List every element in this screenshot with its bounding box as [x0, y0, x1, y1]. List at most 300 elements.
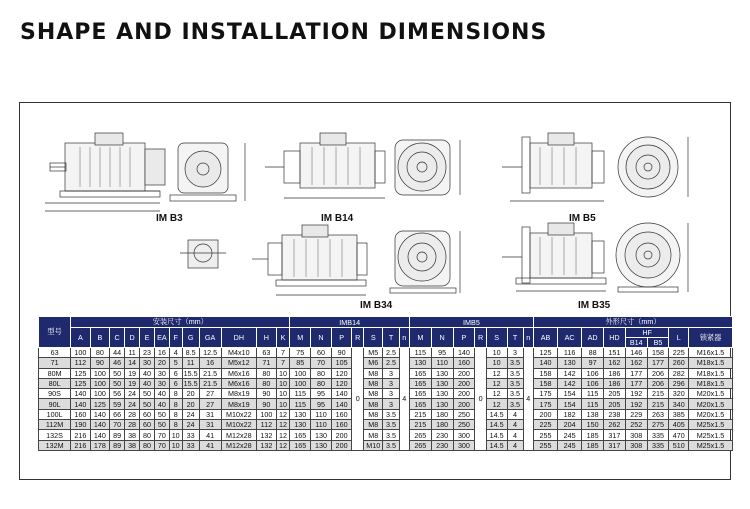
column-header: S — [363, 328, 383, 348]
table-cell: 3.5 — [383, 420, 399, 430]
table-cell: 215 — [647, 399, 669, 409]
column-header: M — [409, 328, 431, 348]
table-cell: 97 — [582, 358, 604, 368]
table-cell: M5x12 — [221, 358, 257, 368]
table-cell: 50 — [154, 420, 169, 430]
table-cell: 28 — [125, 420, 140, 430]
table-cell: 230 — [431, 440, 453, 450]
table-cell: 206 — [647, 378, 669, 388]
table-cell: 31 — [199, 420, 221, 430]
table-cell: 265 — [409, 430, 431, 440]
table-cell: 192 — [625, 389, 647, 399]
table-cell: 110 — [311, 420, 332, 430]
table-cell: 10 — [169, 440, 182, 450]
merged-cell: 0 — [475, 348, 486, 451]
table-cell: 106 — [582, 378, 604, 388]
table-cell: 245 — [558, 430, 582, 440]
table-cell: 140 — [90, 430, 110, 440]
table-cell: 340 — [669, 399, 689, 409]
table-cell: 165 — [409, 399, 431, 409]
table-cell: 230 — [431, 430, 453, 440]
table-cell: 282 — [669, 368, 689, 378]
table-cell: 14.5 — [486, 430, 507, 440]
table-cell: 50 — [140, 389, 155, 399]
table-cell: 14 — [125, 358, 140, 368]
table-cell: 33 — [182, 430, 199, 440]
table-cell: 3.5 — [383, 440, 399, 450]
table-cell: 300 — [453, 440, 475, 450]
column-header: AD — [582, 328, 604, 348]
table-cell: M4x10 — [221, 348, 257, 358]
table-cell: 250 — [453, 409, 475, 419]
table-cell: 70 — [110, 420, 125, 430]
table-cell: 80 — [311, 378, 332, 388]
column-header: HD — [604, 328, 626, 348]
table-cell: 186 — [604, 368, 626, 378]
table-cell: 385 — [669, 409, 689, 419]
table-cell: 300 — [453, 430, 475, 440]
table-cell: 470 — [669, 430, 689, 440]
table-cell: 12 — [276, 420, 290, 430]
table-cell: 30 — [154, 368, 169, 378]
table-cell: 320 — [669, 389, 689, 399]
table-cell: 12 — [276, 430, 290, 440]
table-cell: 60 — [140, 409, 155, 419]
table-cell: 75 — [290, 348, 311, 358]
table-cell: 31 — [199, 409, 221, 419]
column-header: M — [290, 328, 311, 348]
table-cell: 100 — [90, 389, 110, 399]
merged-cell: 0 — [352, 348, 363, 451]
table-cell: 70 — [154, 430, 169, 440]
table-cell: 140 — [453, 348, 475, 358]
table-row — [39, 440, 733, 450]
table-cell: 8 — [169, 420, 182, 430]
table-cell: 245 — [558, 440, 582, 450]
view-label-b14: IM B14 — [321, 213, 354, 224]
drawing-b14-side — [265, 133, 385, 198]
table-cell: 265 — [409, 440, 431, 450]
drawing-b3-side — [45, 133, 165, 211]
table-cell: 130 — [409, 358, 431, 368]
table-cell: 16 — [154, 348, 169, 358]
column-header: K — [276, 328, 290, 348]
table-cell: 200 — [453, 378, 475, 388]
table-cell: 130 — [431, 368, 453, 378]
column-header: H — [257, 328, 277, 348]
column-header: n — [399, 328, 409, 348]
column-header: C — [110, 328, 125, 348]
table-cell: 12 — [486, 378, 507, 388]
table-cell: 165 — [290, 430, 311, 440]
table-cell: 24 — [125, 399, 140, 409]
table-cell: 177 — [647, 358, 669, 368]
table-cell: 130 — [431, 378, 453, 388]
column-header: GA — [199, 328, 221, 348]
table-cell: 130 — [290, 409, 311, 419]
table-cell: 7 — [276, 358, 290, 368]
table-cell: 3.5 — [383, 409, 399, 419]
table-cell: M8 — [363, 430, 383, 440]
table-cell: 100 — [290, 378, 311, 388]
table-cell: 80 — [140, 430, 155, 440]
model-cell: 80L — [39, 378, 71, 388]
table-cell: 335 — [647, 430, 669, 440]
table-cell: 130 — [311, 430, 332, 440]
table-cell: 180 — [431, 420, 453, 430]
table-cell: M8 — [363, 420, 383, 430]
table-cell: 186 — [604, 378, 626, 388]
column-header: A — [71, 328, 91, 348]
table-cell: 160 — [331, 420, 352, 430]
table-cell: 216 — [71, 430, 91, 440]
model-cell: 71 — [39, 358, 71, 368]
view-label-b34: IM B34 — [360, 300, 393, 311]
table-cell: 112 — [257, 420, 277, 430]
view-label-b3: IM B3 — [156, 213, 183, 224]
table-cell: 151 — [604, 348, 626, 358]
table-cell: 200 — [453, 399, 475, 409]
table-cell: 204 — [558, 420, 582, 430]
table-cell: M12x28 — [221, 430, 257, 440]
table-cell: 95 — [311, 399, 332, 409]
table-cell: 158 — [533, 378, 557, 388]
table-cell: 14.5 — [486, 440, 507, 450]
table-cell: 4 — [169, 348, 182, 358]
table-cell: 158 — [647, 348, 669, 358]
dimension-sheet — [19, 102, 731, 480]
table-cell: 66 — [110, 409, 125, 419]
column-header: N — [431, 328, 453, 348]
table-cell: 130 — [431, 389, 453, 399]
table-cell: 200 — [331, 430, 352, 440]
table-cell: M8 — [363, 409, 383, 419]
table-cell: 200 — [453, 368, 475, 378]
table-cell: 182 — [558, 409, 582, 419]
table-cell: 95 — [431, 348, 453, 358]
table-cell: 130 — [431, 399, 453, 409]
table-cell: M20x1.5 — [688, 399, 732, 409]
table-cell: 8 — [169, 399, 182, 409]
table-cell: 80 — [311, 368, 332, 378]
table-row — [39, 430, 733, 440]
table-cell: 80 — [140, 440, 155, 450]
table-cell: 100 — [290, 368, 311, 378]
table-cell: 255 — [533, 440, 557, 450]
table-cell: 160 — [453, 358, 475, 368]
table-cell: 177 — [625, 378, 647, 388]
model-cell: 100L — [39, 409, 71, 419]
table-cell: 85 — [290, 358, 311, 368]
table-cell: 12.5 — [199, 348, 221, 358]
table-cell: 40 — [154, 399, 169, 409]
table-cell: 27 — [199, 389, 221, 399]
table-cell: 10 — [486, 348, 507, 358]
table-cell: 178 — [90, 440, 110, 450]
table-cell: 216 — [71, 440, 91, 450]
table-cell: 59 — [110, 399, 125, 409]
table-cell: 296 — [669, 378, 689, 388]
table-cell: 10 — [276, 378, 290, 388]
table-cell: 40 — [140, 378, 155, 388]
table-cell: 4 — [507, 440, 523, 450]
table-cell: 3 — [383, 368, 399, 378]
drawing-b5-end — [618, 137, 688, 197]
table-cell: 308 — [625, 430, 647, 440]
table-cell: 200 — [533, 409, 557, 419]
drawing-b3-end — [170, 143, 245, 201]
table-cell: 40 — [154, 389, 169, 399]
column-header: EA — [154, 328, 169, 348]
table-cell: 20 — [182, 389, 199, 399]
table-cell: 162 — [604, 358, 626, 368]
table-cell: 10 — [169, 430, 182, 440]
table-cell: 56 — [110, 389, 125, 399]
table-cell: 120 — [331, 368, 352, 378]
table-cell: 192 — [625, 399, 647, 409]
table-cell: 308 — [625, 440, 647, 450]
dimensions-table — [38, 316, 733, 451]
table-cell: 405 — [669, 420, 689, 430]
table-cell: 20 — [182, 399, 199, 409]
table-cell: 6 — [169, 378, 182, 388]
table-cell: 27 — [199, 399, 221, 409]
table-cell: 3 — [383, 378, 399, 388]
table-cell: M6x16 — [221, 368, 257, 378]
table-cell: 3.5 — [507, 389, 523, 399]
table-cell: 185 — [582, 430, 604, 440]
table-cell: 215 — [409, 420, 431, 430]
table-cell: 115 — [290, 389, 311, 399]
table-cell: 140 — [71, 389, 91, 399]
table-cell: 100 — [90, 378, 110, 388]
table-cell: 110 — [431, 358, 453, 368]
table-row — [39, 399, 733, 409]
table-cell: 12 — [486, 368, 507, 378]
table-cell: 205 — [604, 389, 626, 399]
table-cell: 100 — [90, 368, 110, 378]
model-cell: 90S — [39, 389, 71, 399]
table-cell: 38 — [125, 440, 140, 450]
table-cell: M16x1.5 — [688, 348, 732, 358]
table-cell: 50 — [154, 409, 169, 419]
table-cell: 15.5 — [183, 379, 198, 389]
table-cell: 40 — [140, 368, 155, 378]
table-cell: 140 — [71, 399, 91, 409]
table-row — [39, 409, 733, 419]
column-header: T — [507, 328, 523, 348]
table-cell: 89 — [110, 440, 125, 450]
table-cell: 8 — [169, 409, 182, 419]
table-cell: 510 — [669, 440, 689, 450]
table-row — [39, 348, 733, 358]
table-cell: 116 — [558, 348, 582, 358]
table-cell: 70 — [311, 358, 332, 368]
table-cell: 90 — [257, 389, 277, 399]
table-cell: 3.5 — [383, 430, 399, 440]
table-cell: 12 — [276, 409, 290, 419]
table-cell: 90 — [331, 348, 352, 358]
table-cell: 38 — [125, 430, 140, 440]
column-header: L — [669, 328, 689, 348]
table-cell: 140 — [533, 358, 557, 368]
table-cell: 115 — [409, 348, 431, 358]
table-cell: M8 — [363, 378, 383, 388]
table-cell: 250 — [453, 420, 475, 430]
column-header: AC — [558, 328, 582, 348]
table-cell: 21.5 — [199, 378, 221, 388]
table-cell: M18x1.5 — [688, 358, 732, 368]
table-cell: M8 — [363, 389, 383, 399]
table-cell: 215 — [647, 389, 669, 399]
table-cell: 140 — [90, 420, 110, 430]
table-cell: 160 — [71, 409, 91, 419]
table-cell: 11 — [125, 348, 140, 358]
table-cell: 50 — [140, 399, 155, 409]
column-header: S — [486, 328, 507, 348]
drawing-b35-end — [616, 223, 688, 292]
table-cell: 3.5 — [507, 378, 523, 388]
table-cell: 160 — [331, 409, 352, 419]
drawing-shaft-detail — [180, 240, 226, 268]
view-label-b5: IM B5 — [569, 213, 596, 224]
table-cell: 110 — [311, 409, 332, 419]
column-header: 锁紧器 — [688, 328, 732, 348]
table-cell: 252 — [625, 420, 647, 430]
table-cell: 190 — [71, 420, 91, 430]
table-cell: 15.5 — [183, 368, 198, 378]
table-cell: 50 — [110, 368, 125, 378]
table-cell: 165 — [409, 378, 431, 388]
table-cell: 71 — [257, 358, 277, 368]
table-cell: 180 — [431, 409, 453, 419]
view-label-b35: IM B35 — [578, 300, 611, 311]
model-cell: 112M — [39, 420, 71, 430]
table-cell: 275 — [647, 420, 669, 430]
table-cell: 150 — [582, 420, 604, 430]
table-cell: 12 — [486, 389, 507, 399]
column-header: R — [475, 328, 486, 348]
table-cell: M18x1.5 — [688, 378, 732, 388]
table-cell: 115 — [290, 399, 311, 409]
table-cell: 3.5 — [507, 399, 523, 409]
table-cell: M6x16 — [221, 378, 257, 388]
table-cell: 229 — [625, 409, 647, 419]
header-imb5: IMB5 — [409, 317, 533, 328]
table-cell: 90 — [90, 358, 110, 368]
table-cell: 125 — [71, 378, 91, 388]
table-cell: 140 — [331, 399, 352, 409]
table-cell: 3 — [383, 389, 399, 399]
drawing-b34-side — [252, 225, 367, 295]
table-cell: 140 — [331, 389, 352, 399]
table-cell: 19 — [125, 368, 140, 378]
table-cell: 262 — [604, 420, 626, 430]
table-cell: 130 — [290, 420, 311, 430]
table-cell: 115 — [582, 399, 604, 409]
table-cell: 80 — [257, 378, 277, 388]
table-cell: 7 — [276, 348, 290, 358]
table-cell: 23 — [140, 348, 155, 358]
table-cell: 200 — [331, 440, 352, 450]
table-cell: M18x1.5 — [688, 368, 732, 378]
header-outline: 外形尺寸（mm） — [533, 317, 732, 328]
table-cell: 3 — [507, 348, 523, 358]
table-cell: 24 — [182, 409, 199, 419]
table-cell: 2.5 — [383, 358, 399, 368]
table-cell: 205 — [604, 399, 626, 409]
table-cell: 317 — [604, 430, 626, 440]
table-cell: 175 — [533, 399, 557, 409]
table-row — [39, 420, 733, 430]
table-cell: 177 — [625, 368, 647, 378]
model-cell: 80M — [39, 368, 71, 378]
table-cell: M8x19 — [221, 389, 257, 399]
table-row — [39, 368, 733, 378]
drawing-b14-end — [395, 140, 460, 195]
table-cell: 165 — [409, 389, 431, 399]
header-model: 型号 — [39, 317, 71, 348]
table-cell: 20 — [154, 358, 169, 368]
table-cell: M25x1.5 — [688, 420, 732, 430]
table-cell: 21.5 — [199, 368, 221, 378]
table-cell: 24 — [182, 420, 199, 430]
table-cell: 8.5 — [182, 348, 199, 358]
table-cell: M25x1.5 — [688, 440, 732, 450]
drawing-b35-side — [502, 223, 606, 291]
table-row — [39, 358, 733, 368]
table-cell: 3 — [383, 399, 399, 409]
table-cell: 12 — [276, 440, 290, 450]
table-cell: 206 — [647, 368, 669, 378]
column-header: B5 — [647, 338, 669, 348]
header-install: 安装尺寸（mm） — [71, 317, 290, 328]
table-cell: 30 — [140, 358, 155, 368]
table-cell: 112 — [71, 358, 91, 368]
table-cell: 60 — [311, 348, 332, 358]
table-cell: 263 — [647, 409, 669, 419]
table-cell: 317 — [604, 440, 626, 450]
column-header: N — [311, 328, 332, 348]
table-cell: 44 — [110, 348, 125, 358]
table-cell: 10 — [276, 399, 290, 409]
table-cell: 138 — [582, 409, 604, 419]
table-cell: 14.5 — [486, 409, 507, 419]
table-cell: M25x1.5 — [688, 430, 732, 440]
column-header: F — [169, 328, 182, 348]
table-cell: 125 — [533, 348, 557, 358]
table-cell: 16 — [199, 358, 221, 368]
table-cell: 125 — [90, 399, 110, 409]
table-cell: 46 — [110, 358, 125, 368]
table-cell: 225 — [669, 348, 689, 358]
merged-cell: 4 — [399, 348, 409, 451]
column-header: E — [140, 328, 155, 348]
table-cell: 175 — [533, 389, 557, 399]
table-cell: 63 — [257, 348, 277, 358]
table-cell: 238 — [604, 409, 626, 419]
column-header: B — [90, 328, 110, 348]
table-cell: 140 — [90, 409, 110, 419]
table-cell: 4 — [507, 409, 523, 419]
table-cell: 24 — [125, 389, 140, 399]
header-hf: HF — [625, 328, 669, 338]
table-cell: 165 — [409, 368, 431, 378]
table-cell: 106 — [582, 368, 604, 378]
column-header: AB — [533, 328, 557, 348]
table-cell: 30 — [154, 378, 169, 388]
table-row — [39, 378, 733, 388]
